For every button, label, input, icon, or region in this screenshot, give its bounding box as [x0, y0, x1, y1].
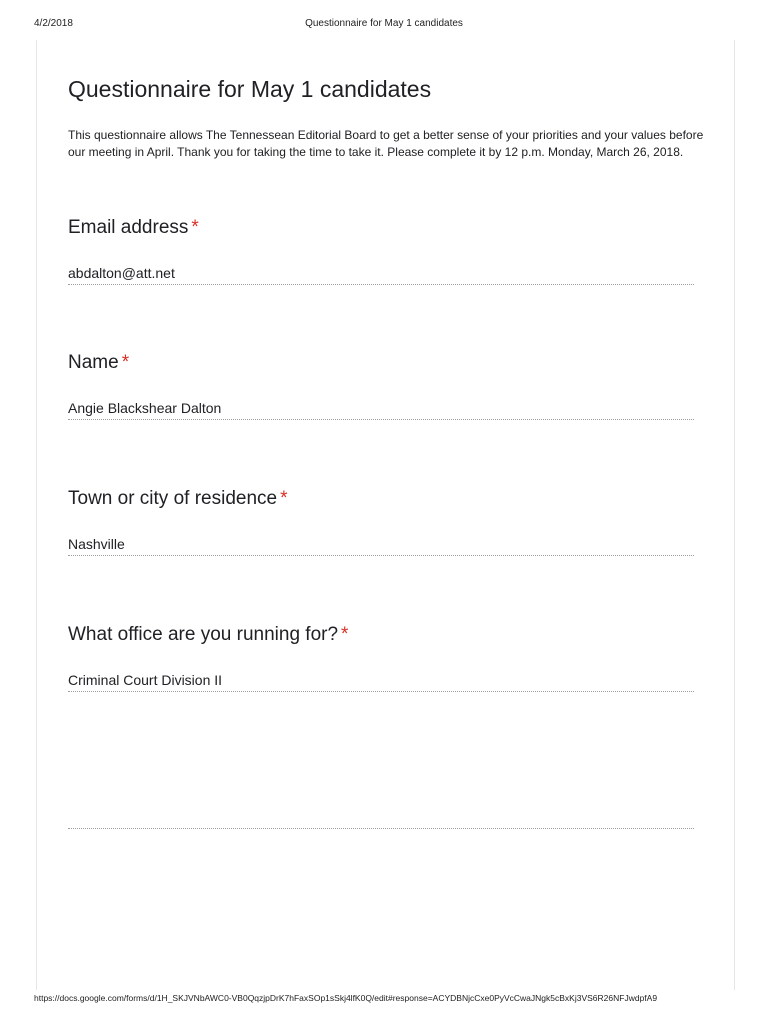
form-title: Questionnaire for May 1 candidates — [68, 76, 432, 102]
print-footer-url: https://docs.google.com/forms/d/1H_SKJVNbAWC0-VB0QqzjpDrK7hFaxSOp1sSkj4lfK0Q/edit#response=ACYDBNjcCxe0PyVcCwaJNgk5cBxKj3VS6R26NFJwdpfA9 — [34, 993, 658, 1003]
required-asterisk: * — [341, 624, 349, 645]
email-answer-field[interactable]: abdalton@att.net — [68, 262, 694, 285]
print-page-title: Questionnaire for May 1 candidates — [305, 18, 463, 29]
required-asterisk: * — [121, 352, 130, 373]
question-email — [68, 215, 694, 285]
question-title — [68, 486, 694, 512]
question-title — [68, 622, 694, 648]
question-office — [68, 622, 694, 692]
empty-answer-line[interactable] — [68, 828, 694, 829]
question-label: Name — [68, 352, 119, 373]
print-date: 4/2/2018 — [34, 18, 73, 29]
required-asterisk: * — [280, 488, 288, 509]
question-name — [68, 350, 694, 420]
required-asterisk: * — [191, 217, 199, 238]
form-description: This questionnaire allows The Tennessean Editorial Board to get a better sense of your priorities and your values before our meeting in April. Thank you for taking the time to take it. Please complete it by 12 p.m. Monday, March 26, 2018. — [68, 128, 704, 159]
office-answer-field[interactable]: Criminal Court Division II — [68, 669, 694, 692]
question-title — [68, 215, 694, 241]
question-label: What office are you running for? — [68, 624, 339, 645]
question-label: Email address — [68, 217, 189, 238]
question-town — [68, 486, 694, 556]
question-title — [68, 350, 694, 376]
question-label: Town or city of residence — [68, 488, 278, 509]
town-answer-field[interactable]: Nashville — [68, 533, 694, 556]
name-answer-field[interactable]: Angie Blackshear Dalton — [68, 397, 694, 420]
print-header — [0, 18, 768, 32]
